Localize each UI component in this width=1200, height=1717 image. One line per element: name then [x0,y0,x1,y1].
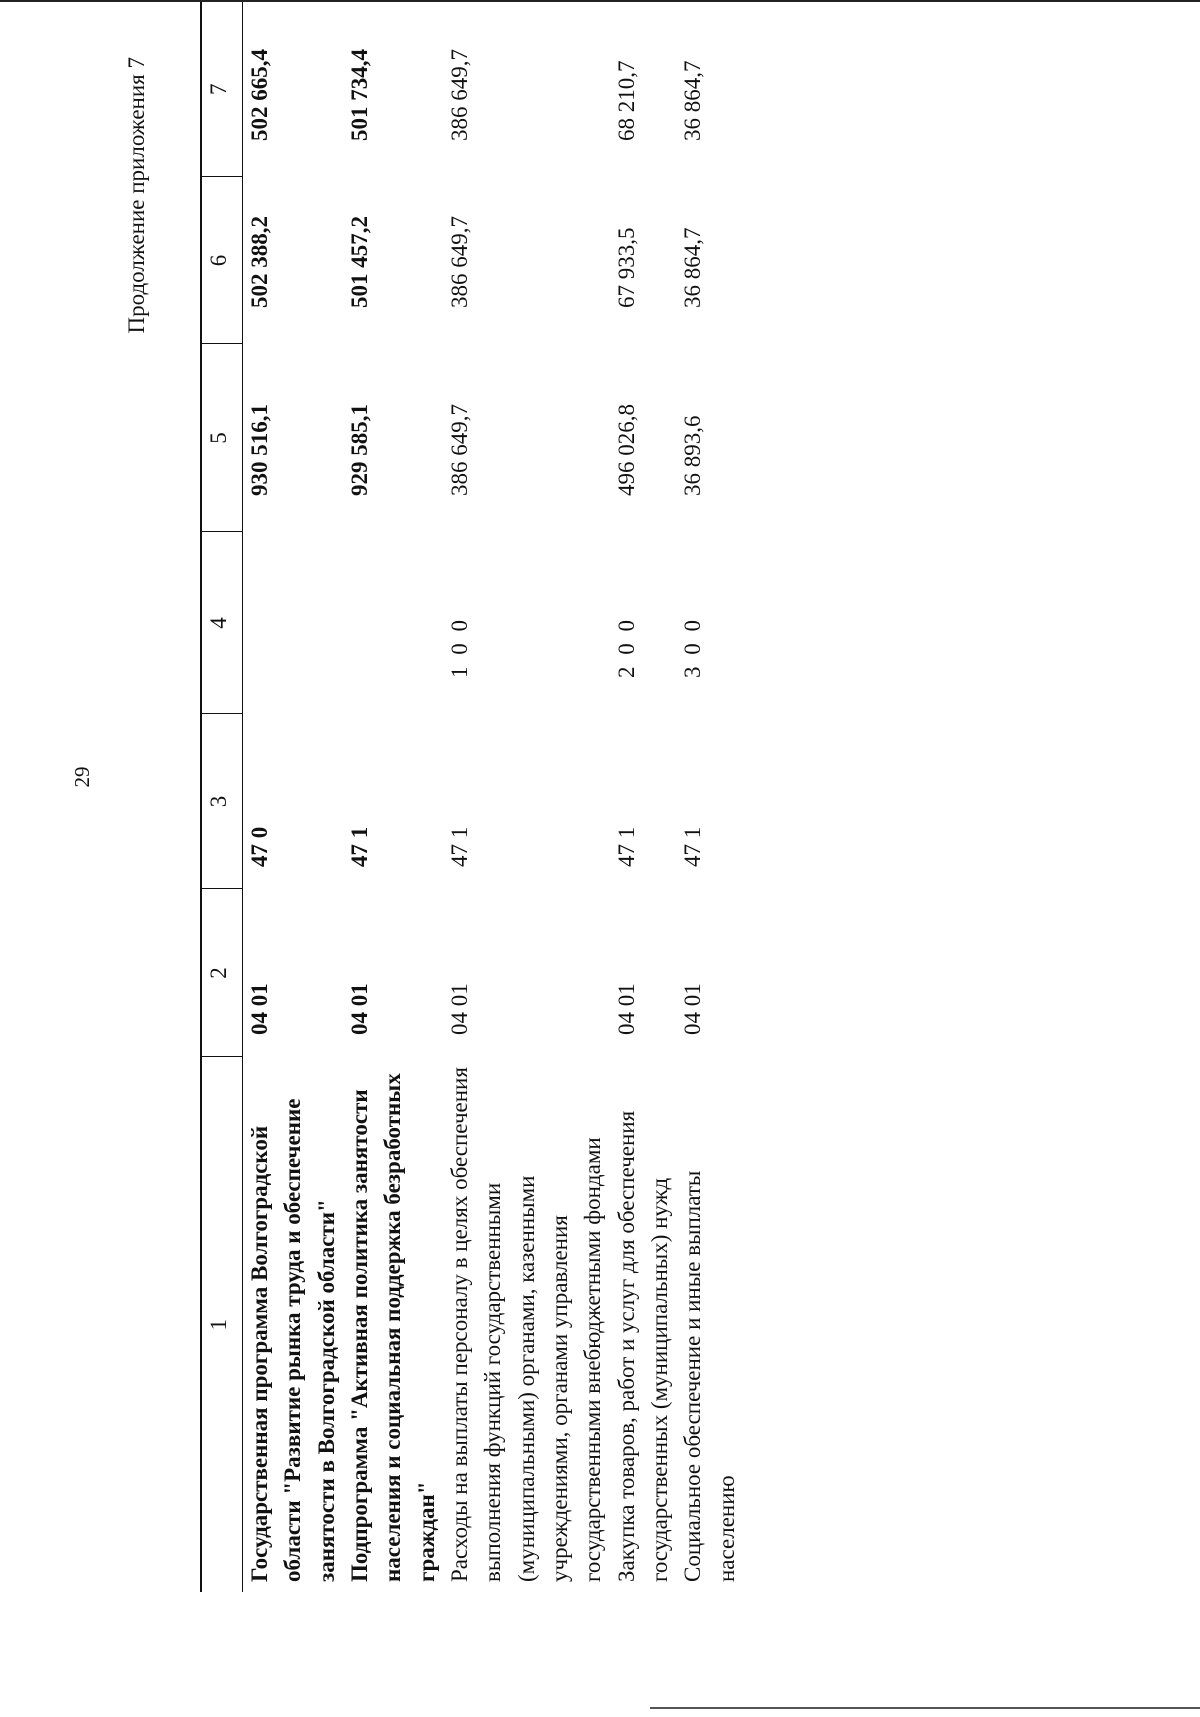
budget-table [200,2,743,1592]
row-expense-type [343,532,443,714]
row-col6: 36 864,7 [680,227,706,308]
row-section: 04 01 [447,983,473,1035]
header-cell-1: 1 [201,1057,243,1592]
row-section: 04 01 [247,983,272,1035]
header-cell-5: 5 [201,344,243,532]
continuation-label: Продолжение приложения 7 [124,57,149,334]
page-number: 29 [70,766,94,788]
table-row [443,2,610,1592]
row-col6: 501 457,2 [347,216,373,308]
row-expense-type: 1 0 0 [447,617,473,678]
row-section: 04 01 [347,983,373,1035]
row-target: 47 0 [247,826,272,867]
row-col5: 386 649,7 [447,404,473,496]
header-cell-4: 4 [201,532,243,714]
row-target: 47 1 [447,826,473,867]
row-expense-type: 2 0 0 [613,617,639,678]
row-section: 04 01 [613,983,639,1035]
row-target: 47 1 [347,826,373,867]
row-col7: 68 210,7 [613,60,639,141]
row-section: 04 01 [680,983,706,1035]
row-col5: 36 893,6 [680,415,706,496]
header-cell-2: 2 [201,889,243,1057]
row-col7: 501 734,4 [347,49,373,141]
header-cell-7: 7 [201,2,243,177]
row-col7: 386 649,7 [447,49,473,141]
header-cell-3: 3 [201,714,243,889]
table-row [243,2,344,1592]
table-row [343,2,443,1592]
row-col7: 502 665,4 [247,49,272,141]
row-col5: 930 516,1 [247,404,272,496]
row-expense-type: 3 0 0 [680,617,706,678]
row-col7: 36 864,7 [680,60,706,141]
row-col6: 67 933,5 [613,227,639,308]
row-name: Подпрограмма "Активная политика занятости населения и социальная поддержка безработных граждан" [347,1073,439,1582]
row-target: 47 1 [613,826,639,867]
row-col6: 386 649,7 [447,216,473,308]
row-name: Расходы на выплаты персоналу в целях обеспечения выполнения функций государственными (муниципальными) органами, казенными учреждениями, органами управления государственными внебюджетными фондами [447,1067,606,1582]
header-row [201,2,243,1592]
row-name: Государственная программа Волгоградской области "Развитие рынка труда и обеспечение занятости в Волгоградской области" [247,1098,339,1582]
header-cell-6: 6 [201,177,243,344]
row-target: 47 1 [680,826,706,867]
row-col6: 502 388,2 [247,216,272,308]
row-col5: 496 026,8 [613,404,639,496]
table-row [676,2,743,1592]
table-row [610,2,677,1592]
row-name: Социальное обеспечение и иные выплаты населению [680,1170,739,1582]
row-name: Закупка товаров, работ и услуг для обеспечения государственных (муниципальных) нужд [613,1110,673,1582]
row-expense-type [243,532,344,714]
row-col5: 929 585,1 [347,404,373,496]
